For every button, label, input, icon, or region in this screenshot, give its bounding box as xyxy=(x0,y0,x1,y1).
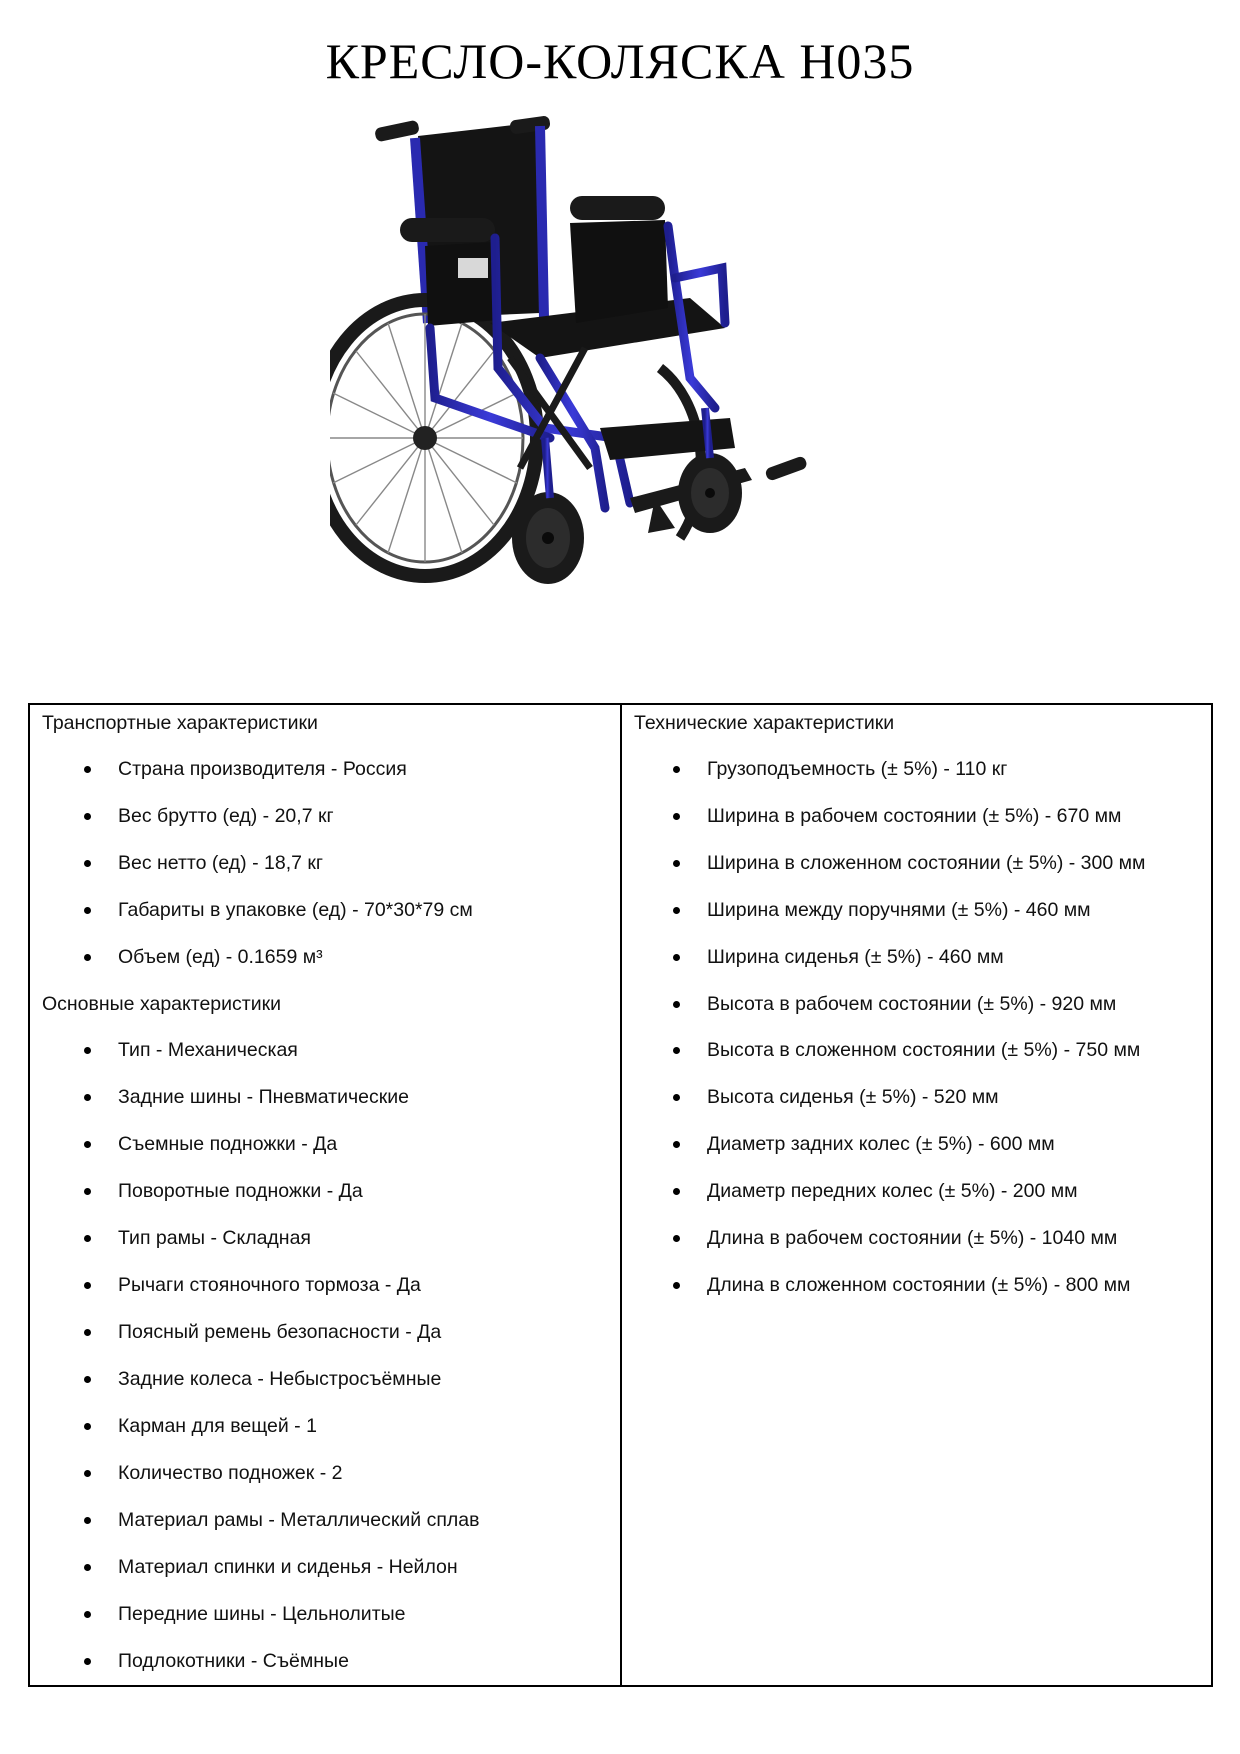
list-item: Задние колеса - Небыстросъёмные xyxy=(118,1367,441,1391)
specs-right-column xyxy=(622,705,1211,1685)
list-item: Высота в рабочем состоянии (± 5%) - 920 мм xyxy=(707,992,1116,1016)
list-item: Объем (ед) - 0.1659 м³ xyxy=(118,945,323,969)
list-item: Вес нетто (ед) - 18,7 кг xyxy=(118,851,323,875)
bullet-icon xyxy=(84,1329,91,1336)
bullet-icon xyxy=(84,1611,91,1618)
bullet-icon xyxy=(673,860,680,867)
bullet-icon xyxy=(84,907,91,914)
list-item: Рычаги стояночного тормоза - Да xyxy=(118,1273,421,1297)
list-item: Поворотные подножки - Да xyxy=(118,1179,363,1203)
bullet-icon xyxy=(84,1094,91,1101)
bullet-icon xyxy=(84,1564,91,1571)
list-item: Длина в сложенном состоянии (± 5%) - 800 мм xyxy=(707,1273,1130,1297)
front-wheel-left xyxy=(512,492,584,584)
bullet-icon xyxy=(673,954,680,961)
specs-table xyxy=(28,703,1213,1687)
list-item: Грузоподъемность (± 5%) - 110 кг xyxy=(707,757,1007,781)
bullet-icon xyxy=(84,1141,91,1148)
list-item: Подлокотники - Съёмные xyxy=(118,1649,349,1673)
bullet-icon xyxy=(673,813,680,820)
list-item: Задние шины - Пневматические xyxy=(118,1085,409,1109)
list-item: Ширина в сложенном состоянии (± 5%) - 300 мм xyxy=(707,851,1145,875)
main-heading: Основные характеристики xyxy=(42,993,282,1015)
specs-left-column xyxy=(30,705,622,1685)
list-item: Съемные подножки - Да xyxy=(118,1132,337,1156)
bullet-icon xyxy=(673,1141,680,1148)
list-item: Страна производителя - Россия xyxy=(118,757,407,781)
front-wheel-right xyxy=(678,453,742,533)
list-item: Материал спинки и сиденья - Нейлон xyxy=(118,1555,458,1579)
bullet-icon xyxy=(673,1047,680,1054)
transport-heading: Транспортные характеристики xyxy=(42,712,318,734)
bullet-icon xyxy=(84,1235,91,1242)
bullet-icon xyxy=(84,1282,91,1289)
list-item: Материал рамы - Металлический сплав xyxy=(118,1508,480,1532)
bullet-icon xyxy=(673,1282,680,1289)
list-item: Габариты в упаковке (ед) - 70*30*79 см xyxy=(118,898,473,922)
bullet-icon xyxy=(84,954,91,961)
bullet-icon xyxy=(84,1470,91,1477)
list-item: Диаметр передних колес (± 5%) - 200 мм xyxy=(707,1179,1078,1203)
list-item: Высота сиденья (± 5%) - 520 мм xyxy=(707,1085,999,1109)
bullet-icon xyxy=(84,813,91,820)
list-item: Карман для вещей - 1 xyxy=(118,1414,317,1438)
bullet-icon xyxy=(673,766,680,773)
bullet-icon xyxy=(673,907,680,914)
bullet-icon xyxy=(673,1094,680,1101)
bullet-icon xyxy=(673,1235,680,1242)
list-item: Диаметр задних колес (± 5%) - 600 мм xyxy=(707,1132,1055,1156)
bullet-icon xyxy=(84,860,91,867)
bullet-icon xyxy=(84,1047,91,1054)
bullet-icon xyxy=(84,1423,91,1430)
list-item: Поясный ремень безопасности - Да xyxy=(118,1320,441,1344)
list-item: Длина в рабочем состоянии (± 5%) - 1040 мм xyxy=(707,1226,1117,1250)
wheelchair-image xyxy=(330,108,930,688)
list-item: Тип рамы - Складная xyxy=(118,1226,311,1250)
list-item: Ширина в рабочем состоянии (± 5%) - 670 мм xyxy=(707,804,1121,828)
list-item: Ширина между поручнями (± 5%) - 460 мм xyxy=(707,898,1091,922)
bullet-icon xyxy=(84,766,91,773)
bullet-icon xyxy=(84,1517,91,1524)
list-item: Высота в сложенном состоянии (± 5%) - 750 мм xyxy=(707,1038,1140,1062)
list-item: Количество подножек - 2 xyxy=(118,1461,342,1485)
list-item: Передние шины - Цельнолитые xyxy=(118,1602,405,1626)
page-title: КРЕСЛО-КОЛЯСКА Н035 xyxy=(325,33,915,89)
bullet-icon xyxy=(673,1001,680,1008)
bullet-icon xyxy=(84,1658,91,1665)
list-item: Вес брутто (ед) - 20,7 кг xyxy=(118,804,334,828)
list-item: Ширина сиденья (± 5%) - 460 мм xyxy=(707,945,1004,969)
list-item: Тип - Механическая xyxy=(118,1038,298,1062)
bullet-icon xyxy=(673,1188,680,1195)
bullet-icon xyxy=(84,1376,91,1383)
technical-heading: Технические характеристики xyxy=(634,712,895,734)
bullet-icon xyxy=(84,1188,91,1195)
